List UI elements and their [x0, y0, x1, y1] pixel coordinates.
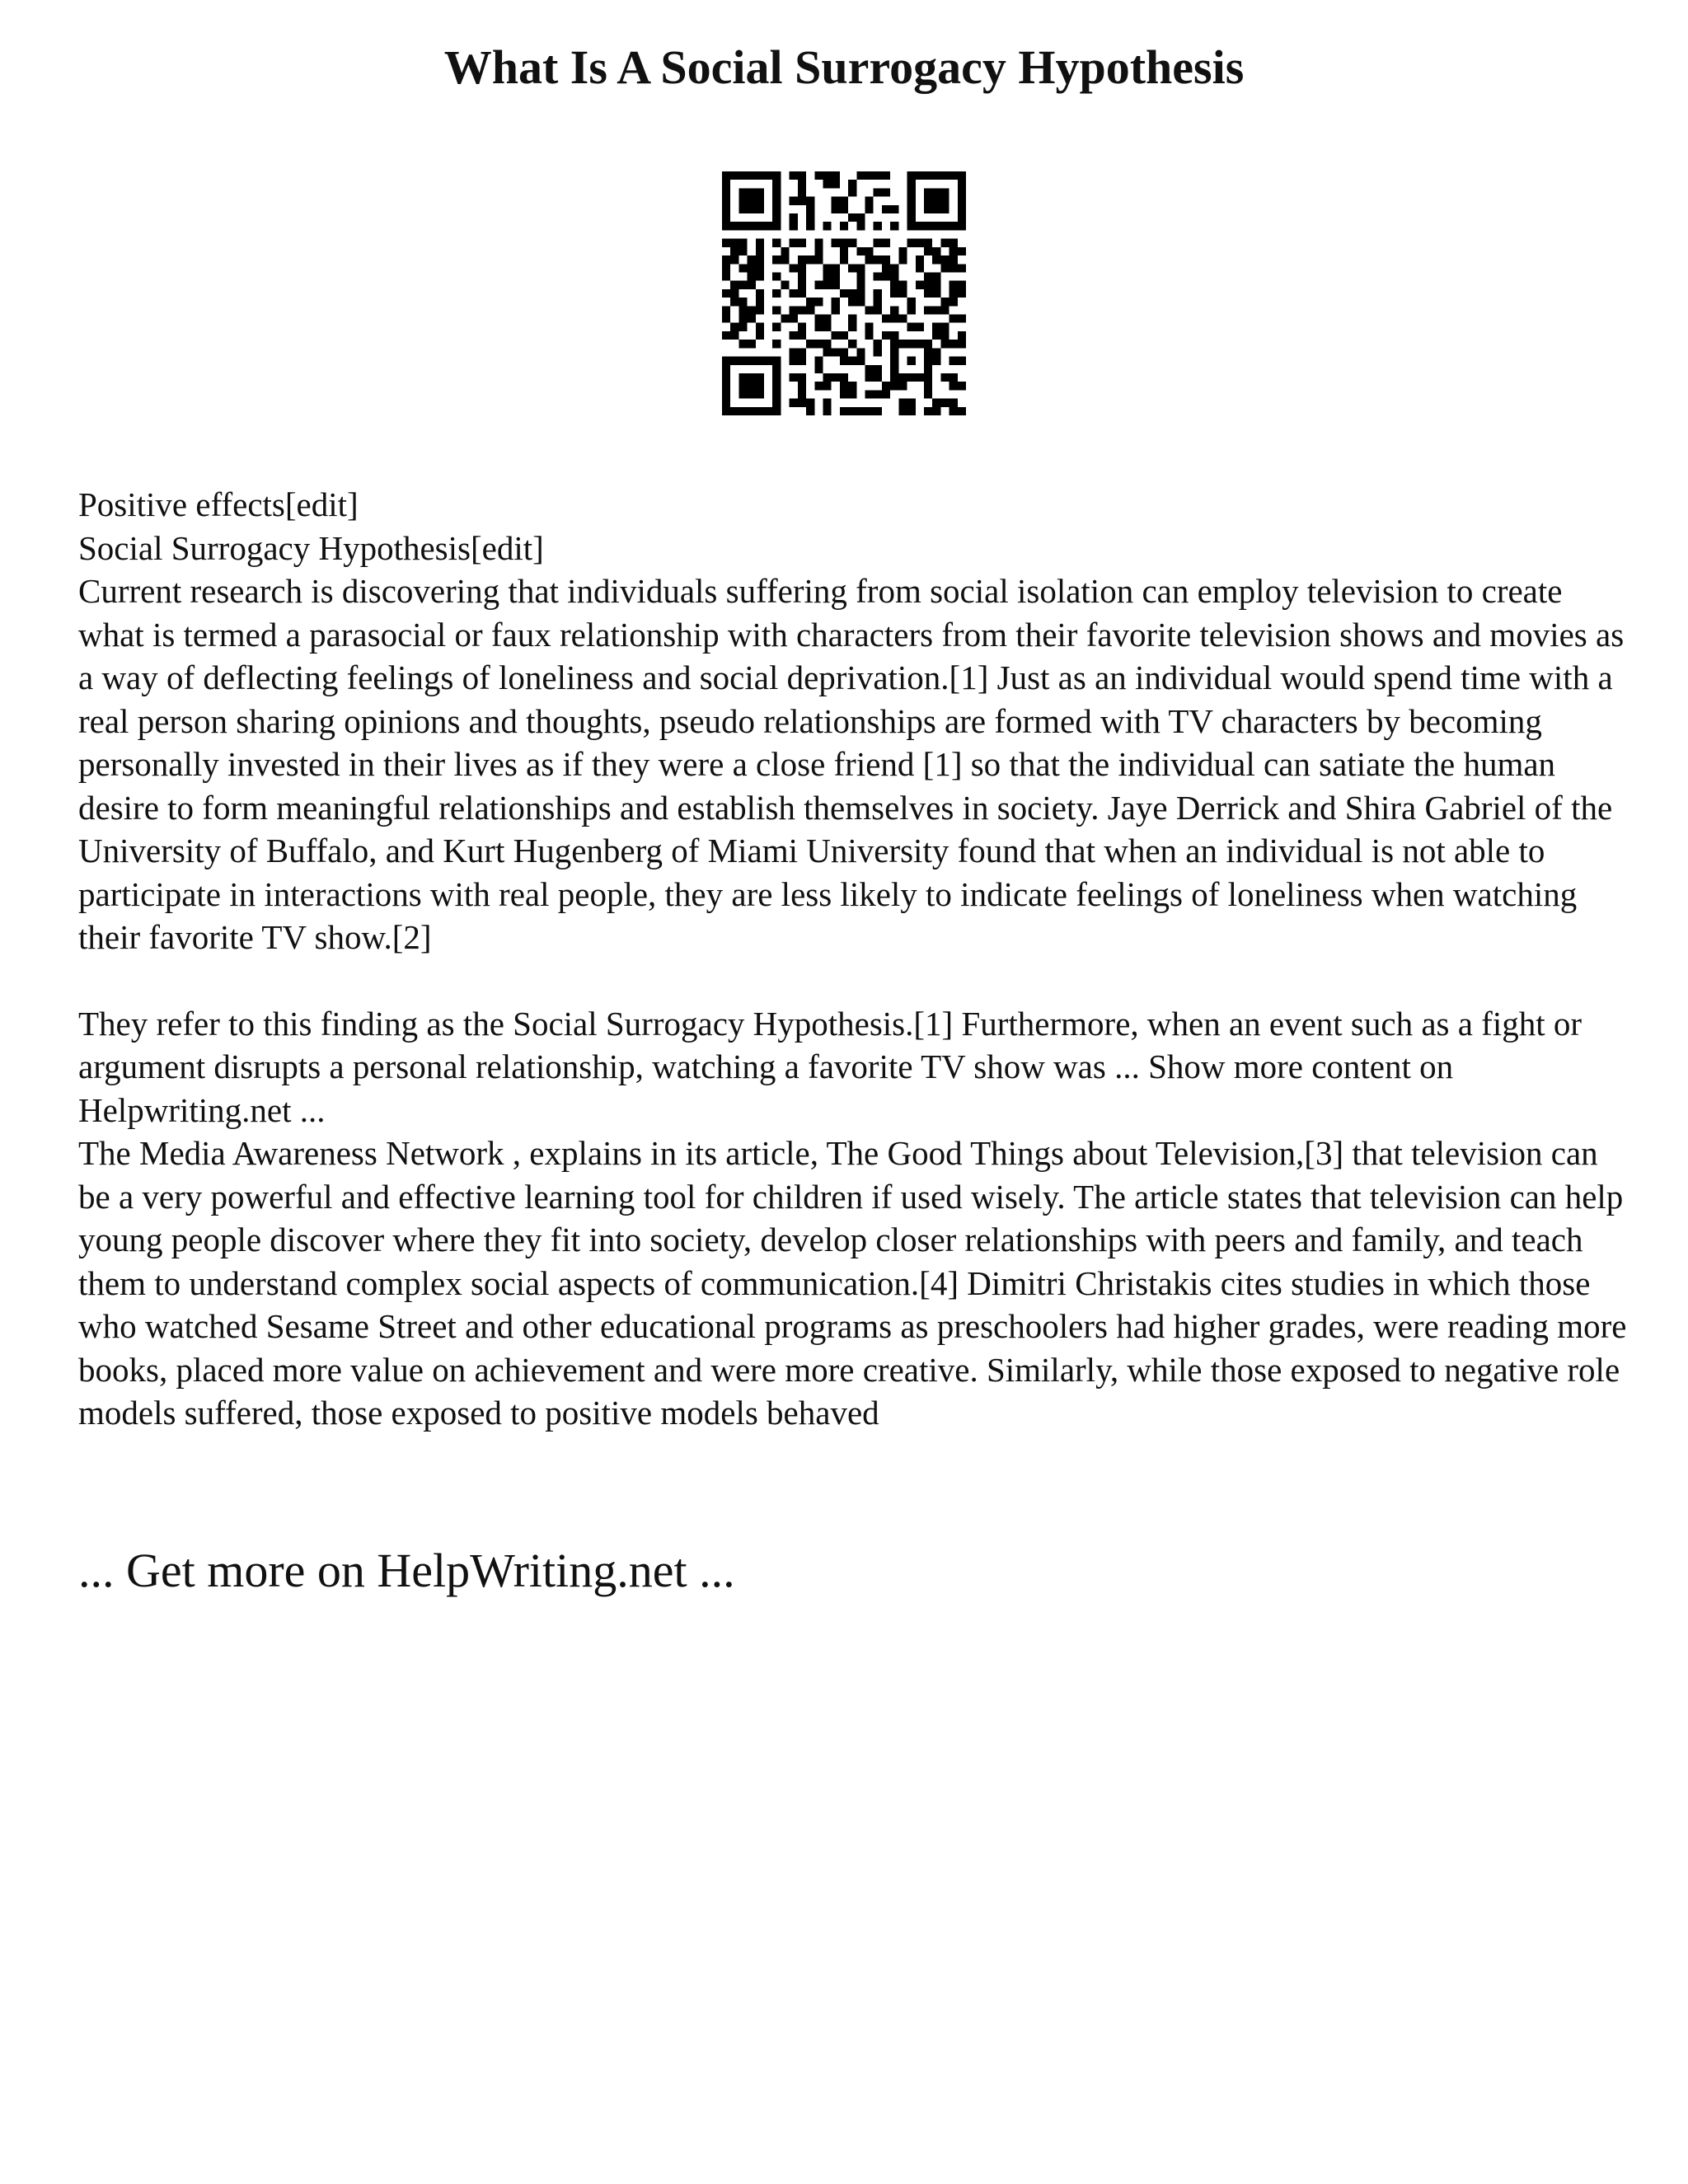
- paragraph-spacer: [78, 959, 1628, 1002]
- paragraph: Current research is discovering that individuals suffering from social isolation can employ television to create what is termed a parasocial or faux relationship with characters from their favorite television shows and movies as a way of deflecting feelings of loneliness and social deprivation.[1] Just as an individual would spend time with a real person sharing opinions and thoughts, pseudo relationships are formed with TV characters by becoming personally invested in their lives as if they were a close friend [1] so that the individual can satiate the human desire to form meaningful relationships and establish themselves in society. Jaye Derrick and Shira Gabriel of the University of Buffalo, and Kurt Hugenberg of Miami University found that when an individual is not able to participate in interactions with real people, they are less likely to indicate feelings of loneliness when watching their favorite TV show.[2]: [78, 572, 1625, 956]
- page-title: What Is A Social Surrogacy Hypothesis: [443, 40, 1245, 94]
- section-heading-social-surrogacy: Social Surrogacy Hypothesis[edit]: [78, 528, 544, 567]
- qr-code-icon: [722, 171, 966, 415]
- get-more-link[interactable]: ... Get more on HelpWriting.net ...: [78, 1544, 735, 1597]
- section-heading-positive-effects: Positive effects[edit]: [78, 485, 359, 523]
- paragraph: The Media Awareness Network , explains in its article, The Good Things about Television,[3] that television can be a very powerful and effective learning tool for children if used wisely. The article states that television can help young people discover where they fit into society, develop closer relationships with peers and family, and teach them to understand complex social aspects of communication.[4] Dimitri Christakis cites studies in which those who watched Sesame Street and other educational programs as preschoolers had higher grades, were reading more books, placed more value on achievement and were more creative. Similarly, while those exposed to negative role models suffered, those exposed to positive models behaved: [78, 1134, 1627, 1432]
- article-body: [78, 483, 1628, 1435]
- paragraph: They refer to this finding as the Social Surrogacy Hypothesis.[1] Furthermore, when an event such as a fight or argument disrupts a personal relationship, watching a favorite TV show was ... Show more content on Helpwriting.net ...: [78, 1004, 1582, 1129]
